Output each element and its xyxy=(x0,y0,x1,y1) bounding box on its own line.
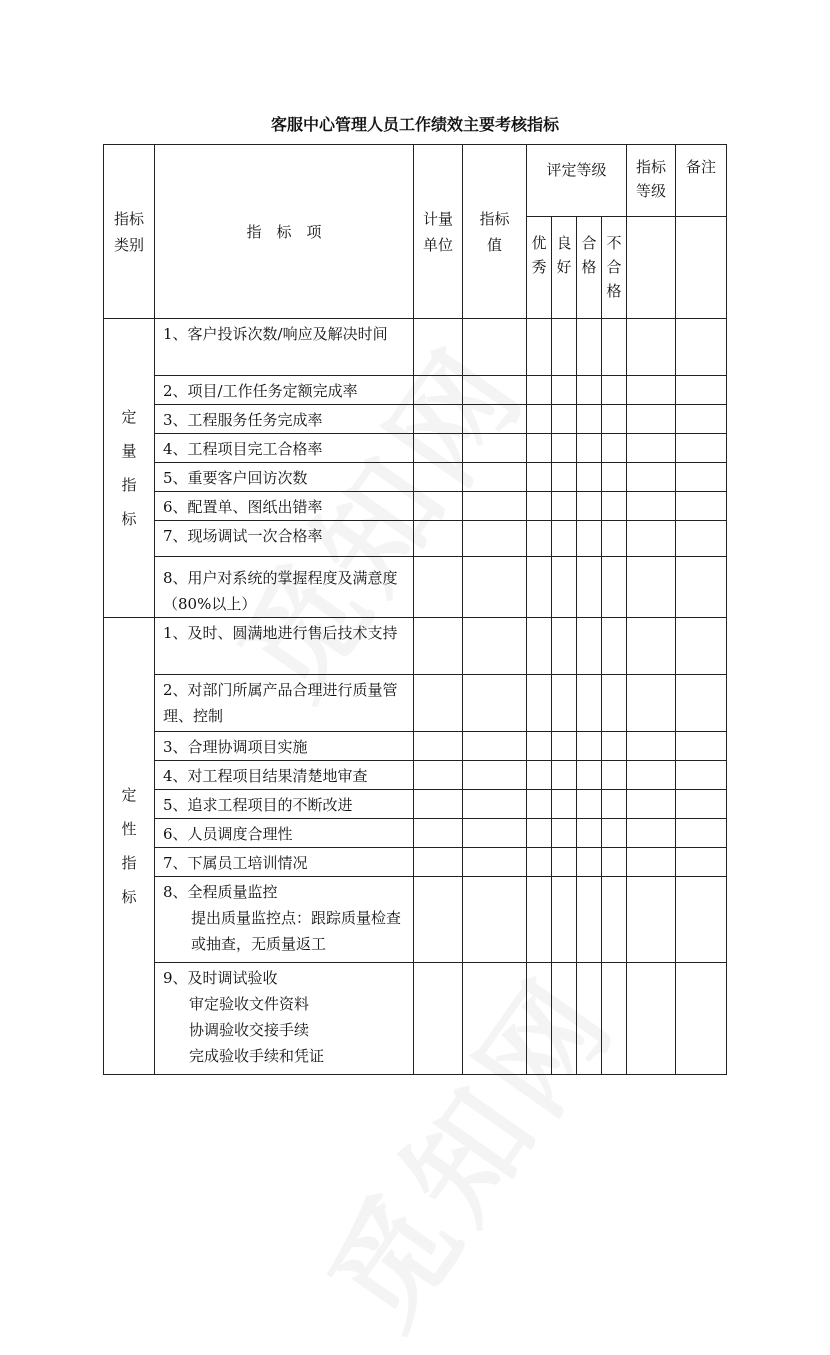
header-rating: 评定等级 xyxy=(527,145,627,217)
header-level: 指标等级 xyxy=(627,145,676,217)
page-title: 客服中心管理人员工作绩效主要考核指标 xyxy=(270,115,559,134)
list-item: 2、对部门所属产品合理进行质量管理、控制 xyxy=(155,675,414,732)
list-item: 5、重要客户回访次数 xyxy=(155,463,414,492)
list-item: 6、人员调度合理性 xyxy=(155,819,414,848)
item-detail: 提出质量监控点：跟踪质量检查或抽查，无质量返工 xyxy=(191,909,402,953)
item-heading: 8、全程质量监控 xyxy=(163,883,278,901)
header-remark: 备注 xyxy=(676,145,727,217)
item-detail: 协调验收交接手续 xyxy=(189,1021,310,1039)
header-value: 指标值 xyxy=(463,145,527,319)
header-unit: 计量单位 xyxy=(414,145,463,319)
list-item: 5、追求工程项目的不断改进 xyxy=(155,790,414,819)
list-item xyxy=(155,877,414,963)
list-item: 3、工程服务任务完成率 xyxy=(155,405,414,434)
item-detail: 审定验收文件资料 xyxy=(189,995,310,1013)
header-item: 指 标 项 xyxy=(155,145,414,319)
blank-cell xyxy=(676,217,727,319)
item-heading: 9、及时调试验收 xyxy=(163,969,278,987)
rating-pass: 合格 xyxy=(577,217,602,319)
list-item: 7、下属员工培训情况 xyxy=(155,848,414,877)
list-item: 2、项目/工作任务定额完成率 xyxy=(155,376,414,405)
item-detail: 完成验收手续和凭证 xyxy=(189,1047,325,1065)
list-item: 4、对工程项目结果清楚地审查 xyxy=(155,761,414,790)
list-item: 1、及时、圆满地进行售后技术支持 xyxy=(155,618,414,675)
rating-fail: 不合格 xyxy=(602,217,627,319)
list-item: 3、合理协调项目实施 xyxy=(155,732,414,761)
category-quantitative: 定量指标 xyxy=(104,319,155,618)
list-item: 6、配置单、图纸出错率 xyxy=(155,492,414,521)
rating-good: 良好 xyxy=(552,217,577,319)
category-qualitative: 定性指标 xyxy=(104,618,155,1075)
header-category: 指标类别 xyxy=(104,145,155,319)
rating-excellent: 优秀 xyxy=(527,217,552,319)
list-item: 4、工程项目完工合格率 xyxy=(155,434,414,463)
kpi-table xyxy=(103,144,727,1075)
list-item: 1、客户投诉次数/响应及解决时间 xyxy=(155,319,414,376)
blank-cell xyxy=(627,217,676,319)
list-item: 8、用户对系统的掌握程度及满意度（80%以上） xyxy=(155,557,414,618)
list-item xyxy=(155,963,414,1075)
list-item: 7、现场调试一次合格率 xyxy=(155,521,414,557)
